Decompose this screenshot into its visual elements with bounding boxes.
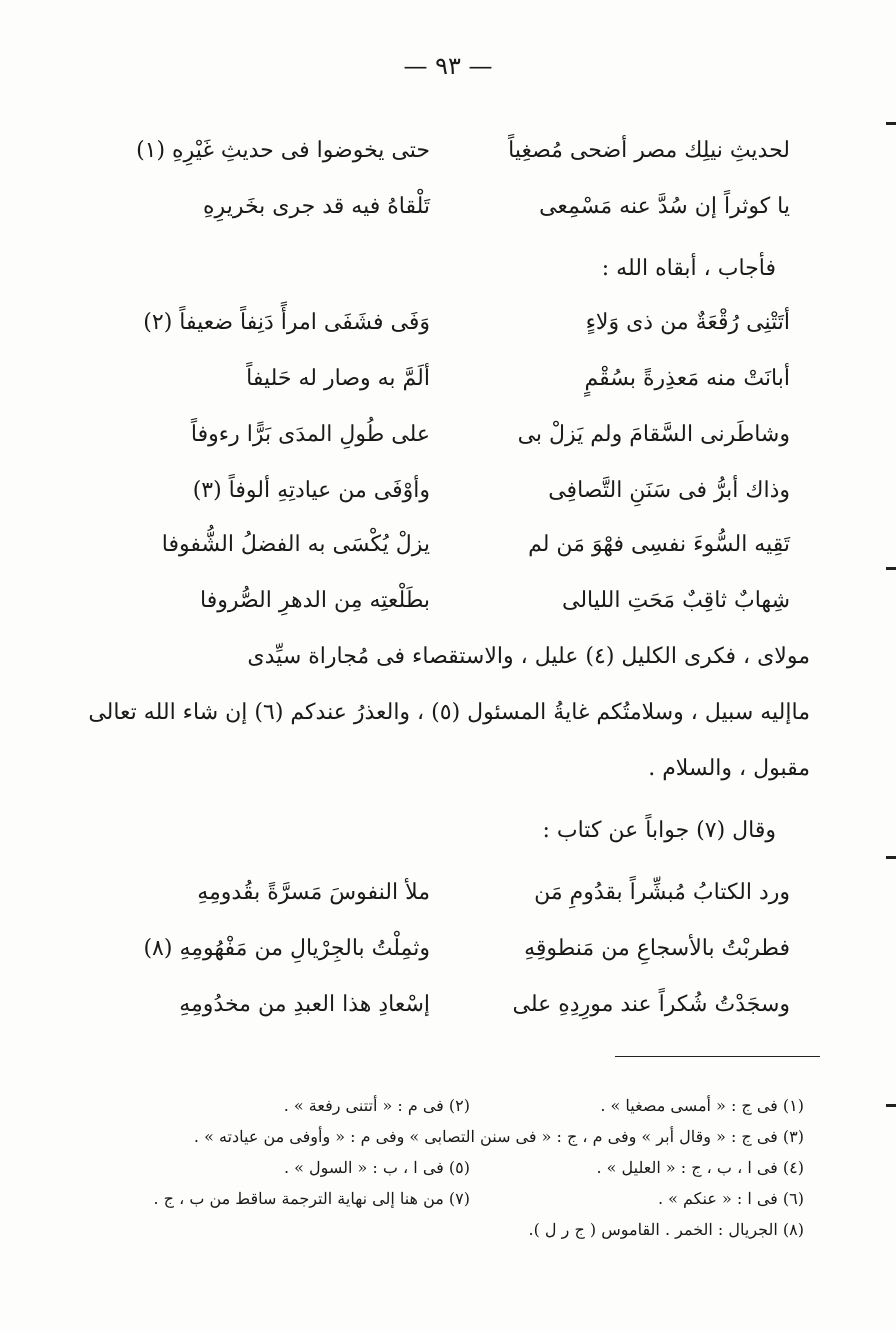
- verse-second-hemistich: بطَلْعتِه مِن الدهرِ الصُّروفا: [200, 588, 430, 613]
- scan-margin-mark: [886, 567, 896, 570]
- verse-line: [120, 520, 790, 570]
- verse-first-hemistich: يا كوثراً إن سُدَّ عنه مَسْمِعى: [539, 194, 790, 219]
- footnote: (١) فى ج : « أمسى مصغيا » .: [600, 1096, 804, 1115]
- verse-first-hemistich: لحديثِ نيلِك مصر أضحى مُصغِياً: [508, 138, 790, 163]
- page-number: — ٩٣ —: [403, 52, 493, 80]
- footnote: (٥) فى ا ، ب : « السول » .: [283, 1158, 470, 1177]
- verse-line: [120, 182, 790, 232]
- verse-second-hemistich: حتى يخوضوا فى حديثِ غَيْرِهِ (١): [136, 138, 430, 163]
- verse-first-hemistich: وذاك أبرُّ فى سَنَنِ التَّصافِى: [548, 478, 790, 503]
- verse-second-hemistich: إسْعادِ هذا العبدِ من مخدُومِهِ: [179, 992, 430, 1017]
- verse-line: [120, 126, 790, 176]
- verse-second-hemistich: وَفَى فشَفَى امرأً دَنِفاً ضعيفاً (٢): [143, 310, 430, 335]
- footnote: (٢) فى م : « أتتنى رفعة » .: [283, 1096, 470, 1115]
- verse-first-hemistich: وشاطَرنى السَّقامَ ولم يَزلْ بى: [517, 422, 790, 447]
- verse-line: [120, 924, 790, 974]
- verse-line: [120, 576, 790, 626]
- prose-line: ماإليه سبيل ، وسلامتُكم غايةُ المسئول (٥) ، والعذرُ عندكم (٦) إن شاء الله تعالى: [88, 700, 810, 725]
- verse-second-hemistich: وأوْفَى من عيادتِهِ ألوفاً (٣): [192, 478, 430, 503]
- verse-second-hemistich: ملأ النفوسَ مَسرَّةً بقُدومِهِ: [197, 880, 430, 905]
- verse-second-hemistich: على طُولِ المدَى بَرًّا رءوفاً: [190, 422, 430, 447]
- verse-first-hemistich: ورد الكتابُ مُبشِّراً بقدُومِ مَن: [534, 880, 790, 905]
- footnote: (٣) فى ج : « وقال أبر » وفى م ، ج : « فى سنن التصابى » وفى م : « وأوفى من عيادته » .: [193, 1127, 804, 1146]
- verse-line: [120, 980, 790, 1030]
- prose-line: مولاى ، فكرى الكليل (٤) عليل ، والاستقصاء فى مُجاراة سيِّدى: [247, 644, 810, 669]
- verse-second-hemistich: ألَمَّ به وصار له حَليفاً: [246, 366, 430, 391]
- verse-second-hemistich: وثمِلْتُ بالجِرْيالِ من مَفْهُومِهِ (٨): [143, 936, 430, 961]
- footnote: (٨) الجريال : الخمر . القاموس ( ج ر ل ).: [528, 1220, 804, 1239]
- scan-margin-mark: [886, 122, 896, 125]
- verse-first-hemistich: وسجَدْتُ شُكراً عند مورِدِهِ على: [512, 992, 790, 1017]
- verse-line: [120, 354, 790, 404]
- verse-first-hemistich: أبانَتْ منه مَعذِرةً بسُقْمٍ: [584, 366, 790, 391]
- prose-line: مقبول ، والسلام .: [648, 756, 810, 781]
- verse-line: [120, 298, 790, 348]
- verse-first-hemistich: تَقِيه السُّوءَ نفسِى فهْوَ مَن لم: [528, 532, 790, 557]
- verse-second-hemistich: تَلْقاهُ فيه قد جرى بخَريرِهِ: [203, 194, 430, 219]
- verse-first-hemistich: فطربْتُ بالأسجاعِ من مَنطوقِهِ: [524, 936, 790, 961]
- verse-second-hemistich: يزلْ يُكْسَى به الفضلُ الشُّفوفا: [161, 532, 430, 557]
- scan-margin-mark: [886, 856, 896, 859]
- verse-first-hemistich: شِهابٌ ثاقِبٌ مَحَتِ الليالى: [562, 588, 790, 613]
- footnote: (٤) فى ا ، ب ، ج : « العليل » .: [596, 1158, 804, 1177]
- intro-line: فأجاب ، أبقاه الله :: [601, 256, 776, 281]
- footnote-divider: [615, 1056, 820, 1057]
- scan-margin-mark: [886, 1104, 896, 1107]
- footnote: (٦) فى ا : « عنكم » .: [657, 1189, 804, 1208]
- footnote: (٧) من هنا إلى نهاية الترجمة ساقط من ب ، ج .: [153, 1189, 470, 1208]
- verse-line: [120, 410, 790, 460]
- intro-line: وقال (٧) جواباً عن كتاب :: [542, 818, 776, 843]
- verse-line: [120, 868, 790, 918]
- verse-line: [120, 466, 790, 516]
- verse-first-hemistich: أتَتْنِى رُقْعَةٌ من ذى وَلاءٍ: [585, 310, 790, 335]
